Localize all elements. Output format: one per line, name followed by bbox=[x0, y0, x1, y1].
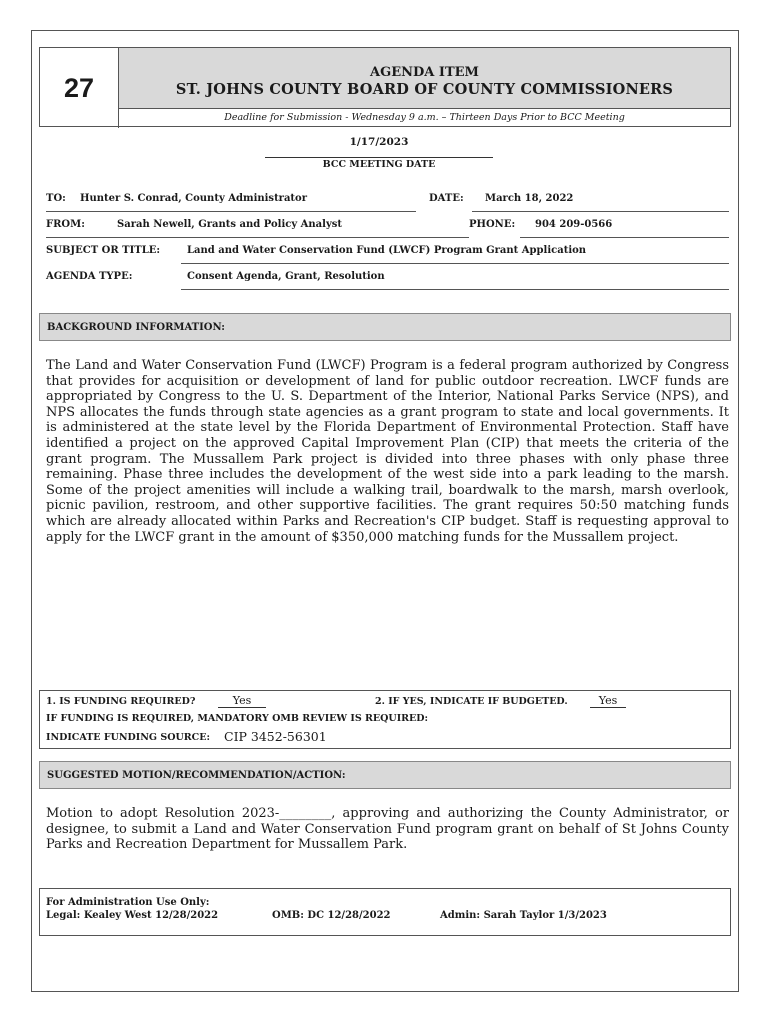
header-box bbox=[39, 47, 731, 127]
budgeted-label: 2. IF YES, INDICATE IF BUDGETED. bbox=[375, 696, 568, 707]
motion-text: Motion to adopt Resolution 2023-________, approving and authorizing the County Administrator, or designee, to submit a Land and Water Conservation Fund program grant on behalf of St Johns County Parks and Recreation Department for Mussallem Park. bbox=[46, 806, 729, 853]
from-underline bbox=[46, 237, 469, 238]
funding-source-label: INDICATE FUNDING SOURCE: bbox=[46, 732, 210, 743]
meeting-date-label: BCC MEETING DATE bbox=[322, 159, 436, 170]
funding-box bbox=[39, 690, 731, 749]
submission-deadline: Deadline for Submission - Wednesday 9 a.m. – Thirteen Days Prior to BCC Meeting bbox=[224, 112, 625, 123]
phone-underline bbox=[520, 237, 729, 238]
to-label: TO: bbox=[46, 193, 66, 204]
background-text: The Land and Water Conservation Fund (LWCF) Program is a federal program authorized by Congress that provides for acquisition or development of land for public outdoor recreation. LWCF funds are appropriated by Congress to the U. S. Department of the Interior, National Parks Service (NPS), and NPS allocates the funds through state agencies as a grant program to state and local governments. It is administered at the state level by the Florida Department of Environmental Protection. Staff have identified a project on the approved Capital Improvement Plan (CIP) that meets the criteria of the grant program. The Mussallem Park project is divided into three phases with only phase three remaining. Phase three includes the development of the west side into a park leading to the marsh. Some of the project amenities will include a walking trail, boardwalk to the marsh, marsh overlook, picnic pavilion, restroom, and other supportive facilities. The grant requires 50:50 matching funds which are already allocated within Parks and Recreation's CIP budget. Staff is requesting approval to apply for the LWCF grant in the amount of $350,000 matching funds for the Mussallem project. bbox=[46, 358, 729, 545]
agenda-item-number: 27 bbox=[40, 48, 119, 128]
phone-value: 904 209-0566 bbox=[535, 219, 613, 230]
date-label: DATE: bbox=[429, 193, 464, 204]
header-title: AGENDA ITEM bbox=[370, 65, 479, 80]
funding-source-value: CIP 3452-56301 bbox=[224, 729, 327, 744]
meeting-date-underline bbox=[265, 157, 493, 158]
background-heading: BACKGROUND INFORMATION: bbox=[39, 313, 731, 341]
subject-underline bbox=[181, 263, 729, 264]
omb-review-note: IF FUNDING IS REQUIRED, MANDATORY OMB REVIEW IS REQUIRED: bbox=[46, 713, 429, 724]
agenda-type-value: Consent Agenda, Grant, Resolution bbox=[187, 271, 385, 282]
funding-required-label: 1. IS FUNDING REQUIRED? bbox=[46, 696, 196, 707]
meeting-date: 1/17/2023 bbox=[349, 136, 409, 148]
agenda-type-underline bbox=[181, 289, 729, 290]
motion-heading: SUGGESTED MOTION/RECOMMENDATION/ACTION: bbox=[39, 761, 731, 789]
subject-value: Land and Water Conservation Fund (LWCF) Program Grant Application bbox=[187, 245, 587, 256]
funding-required-answer: Yes bbox=[218, 694, 266, 708]
omb-signoff: OMB: DC 12/28/2022 bbox=[272, 910, 391, 921]
header-title-box bbox=[119, 48, 730, 109]
agenda-type-label: AGENDA TYPE: bbox=[46, 271, 133, 282]
to-underline bbox=[46, 211, 416, 212]
from-label: FROM: bbox=[46, 219, 85, 230]
legal-signoff: Legal: Kealey West 12/28/2022 bbox=[46, 910, 219, 921]
budgeted-answer: Yes bbox=[590, 694, 626, 708]
admin-use-box bbox=[39, 888, 731, 936]
agenda-item-page bbox=[31, 30, 739, 992]
admin-signoff: Admin: Sarah Taylor 1/3/2023 bbox=[440, 910, 607, 921]
to-value: Hunter S. Conrad, County Administrator bbox=[80, 193, 307, 204]
date-underline bbox=[472, 211, 729, 212]
subject-label: SUBJECT OR TITLE: bbox=[46, 245, 161, 256]
admin-use-heading: For Administration Use Only: bbox=[46, 897, 210, 908]
phone-label: PHONE: bbox=[469, 219, 516, 230]
header-board-name: ST. JOHNS COUNTY BOARD OF COUNTY COMMISSIONERS bbox=[175, 81, 674, 98]
date-value: March 18, 2022 bbox=[485, 193, 574, 204]
from-value: Sarah Newell, Grants and Policy Analyst bbox=[117, 219, 343, 230]
